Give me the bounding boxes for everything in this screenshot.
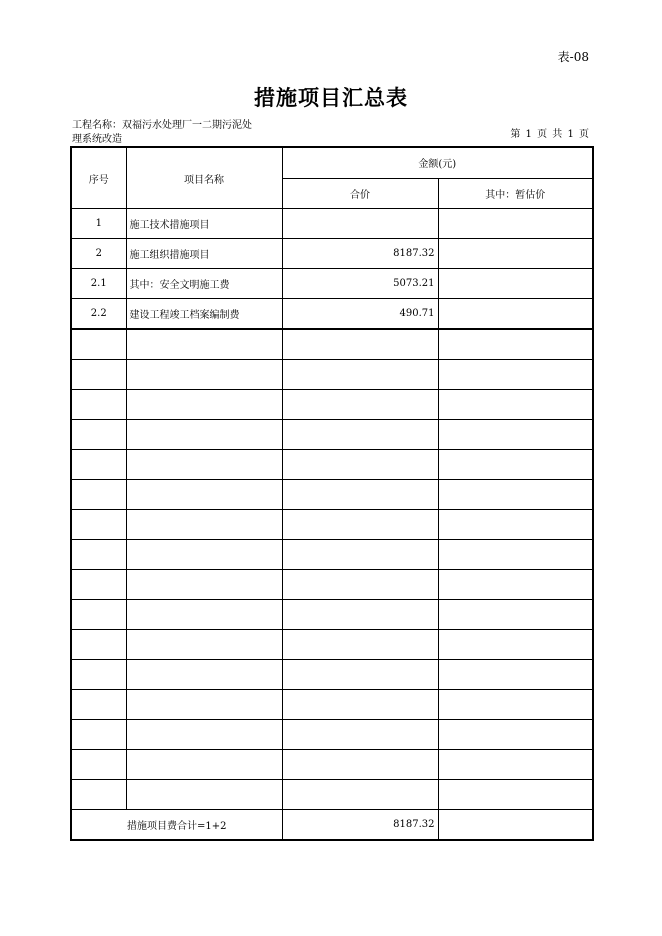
header-total: 合价 bbox=[282, 178, 438, 209]
row-total-cell bbox=[282, 209, 438, 239]
row-total-cell bbox=[282, 660, 438, 690]
row-total-cell: 5073.21 bbox=[282, 269, 438, 299]
row-seq-cell bbox=[71, 600, 126, 630]
footer-total: 8187.32 bbox=[282, 810, 438, 841]
row-provisional-cell bbox=[438, 780, 593, 810]
row-provisional-cell bbox=[438, 750, 593, 780]
row-provisional-cell bbox=[438, 360, 593, 390]
row-provisional-cell bbox=[438, 690, 593, 720]
table-row bbox=[71, 420, 593, 450]
row-seq-cell: 2.1 bbox=[71, 269, 126, 299]
row-total-cell: 490.71 bbox=[282, 299, 438, 330]
row-total-cell bbox=[282, 420, 438, 450]
table-row bbox=[71, 630, 593, 660]
table-row bbox=[71, 209, 593, 239]
row-name-cell: 其中：安全文明施工费 bbox=[126, 269, 282, 299]
row-provisional-cell bbox=[438, 570, 593, 600]
row-name-cell bbox=[126, 630, 282, 660]
row-total-cell bbox=[282, 510, 438, 540]
row-seq-cell bbox=[71, 630, 126, 660]
project-name: 双福污水处理厂一二期污泥处理系统改造 bbox=[72, 120, 252, 145]
row-seq-cell bbox=[71, 390, 126, 420]
row-seq-cell: 2.2 bbox=[71, 299, 126, 330]
page-info: 第 1 页 共 1 页 bbox=[510, 129, 589, 140]
row-name-cell: 施工组织措施项目 bbox=[126, 239, 282, 269]
row-name-cell bbox=[126, 720, 282, 750]
row-provisional-cell bbox=[438, 660, 593, 690]
project-info bbox=[72, 119, 252, 147]
table-row bbox=[71, 690, 593, 720]
row-total-cell bbox=[282, 630, 438, 660]
table-row bbox=[71, 450, 593, 480]
table-row bbox=[71, 299, 593, 330]
row-total-cell bbox=[282, 720, 438, 750]
row-name-cell bbox=[126, 420, 282, 450]
header-row-1 bbox=[71, 147, 593, 178]
row-total-cell bbox=[282, 480, 438, 510]
footer-row bbox=[71, 810, 593, 841]
row-name-cell bbox=[126, 360, 282, 390]
table-row bbox=[71, 329, 593, 360]
row-name-cell bbox=[126, 660, 282, 690]
row-name-cell bbox=[126, 329, 282, 360]
row-provisional-cell bbox=[438, 329, 593, 360]
header-amount-group: 金额(元) bbox=[282, 147, 593, 178]
row-seq-cell: 2 bbox=[71, 239, 126, 269]
row-seq-cell bbox=[71, 450, 126, 480]
row-provisional-cell bbox=[438, 209, 593, 239]
header-seq: 序号 bbox=[71, 147, 126, 209]
row-seq-cell bbox=[71, 660, 126, 690]
row-total-cell bbox=[282, 450, 438, 480]
row-provisional-cell bbox=[438, 480, 593, 510]
project-label: 工程名称： bbox=[72, 120, 122, 131]
row-name-cell: 施工技术措施项目 bbox=[126, 209, 282, 239]
table-row bbox=[71, 269, 593, 299]
summary-table bbox=[70, 146, 594, 841]
row-provisional-cell bbox=[438, 390, 593, 420]
row-name-cell bbox=[126, 450, 282, 480]
row-seq-cell bbox=[71, 750, 126, 780]
table-row bbox=[71, 390, 593, 420]
row-total-cell bbox=[282, 690, 438, 720]
row-name-cell bbox=[126, 600, 282, 630]
table-row bbox=[71, 780, 593, 810]
row-name-cell: 建设工程竣工档案编制费 bbox=[126, 299, 282, 330]
table-row bbox=[71, 540, 593, 570]
row-name-cell bbox=[126, 690, 282, 720]
footer-label: 措施项目费合计=1+2 bbox=[71, 810, 282, 841]
header-provisional: 其中：暂估价 bbox=[438, 178, 593, 209]
table-row bbox=[71, 750, 593, 780]
header-item-name: 项目名称 bbox=[126, 147, 282, 209]
row-provisional-cell bbox=[438, 299, 593, 330]
table-row bbox=[71, 360, 593, 390]
row-total-cell: 8187.32 bbox=[282, 239, 438, 269]
row-total-cell bbox=[282, 540, 438, 570]
table-body bbox=[71, 209, 593, 810]
row-seq-cell bbox=[71, 720, 126, 750]
row-name-cell bbox=[126, 570, 282, 600]
row-total-cell bbox=[282, 570, 438, 600]
row-seq-cell bbox=[71, 510, 126, 540]
row-seq-cell bbox=[71, 360, 126, 390]
row-provisional-cell bbox=[438, 600, 593, 630]
row-total-cell bbox=[282, 600, 438, 630]
row-seq-cell bbox=[71, 780, 126, 810]
row-seq-cell bbox=[71, 540, 126, 570]
row-provisional-cell bbox=[438, 450, 593, 480]
form-number: 表-08 bbox=[557, 50, 589, 64]
row-total-cell bbox=[282, 329, 438, 360]
row-total-cell bbox=[282, 360, 438, 390]
row-name-cell bbox=[126, 750, 282, 780]
row-provisional-cell bbox=[438, 630, 593, 660]
row-name-cell bbox=[126, 390, 282, 420]
row-seq-cell bbox=[71, 329, 126, 360]
table-row bbox=[71, 480, 593, 510]
table-row bbox=[71, 660, 593, 690]
row-total-cell bbox=[282, 780, 438, 810]
row-name-cell bbox=[126, 510, 282, 540]
row-seq-cell bbox=[71, 570, 126, 600]
row-provisional-cell bbox=[438, 269, 593, 299]
row-seq-cell bbox=[71, 690, 126, 720]
table-row bbox=[71, 510, 593, 540]
row-provisional-cell bbox=[438, 239, 593, 269]
row-provisional-cell bbox=[438, 420, 593, 450]
row-provisional-cell bbox=[438, 510, 593, 540]
row-total-cell bbox=[282, 390, 438, 420]
row-seq-cell bbox=[71, 420, 126, 450]
row-provisional-cell bbox=[438, 540, 593, 570]
page-title: 措施项目汇总表 bbox=[254, 86, 408, 110]
table-row bbox=[71, 570, 593, 600]
row-total-cell bbox=[282, 750, 438, 780]
row-name-cell bbox=[126, 480, 282, 510]
table-row bbox=[71, 239, 593, 269]
row-provisional-cell bbox=[438, 720, 593, 750]
row-seq-cell: 1 bbox=[71, 209, 126, 239]
row-name-cell bbox=[126, 780, 282, 810]
row-name-cell bbox=[126, 540, 282, 570]
table-row bbox=[71, 600, 593, 630]
row-seq-cell bbox=[71, 480, 126, 510]
footer-provisional bbox=[438, 810, 593, 841]
table-row bbox=[71, 720, 593, 750]
